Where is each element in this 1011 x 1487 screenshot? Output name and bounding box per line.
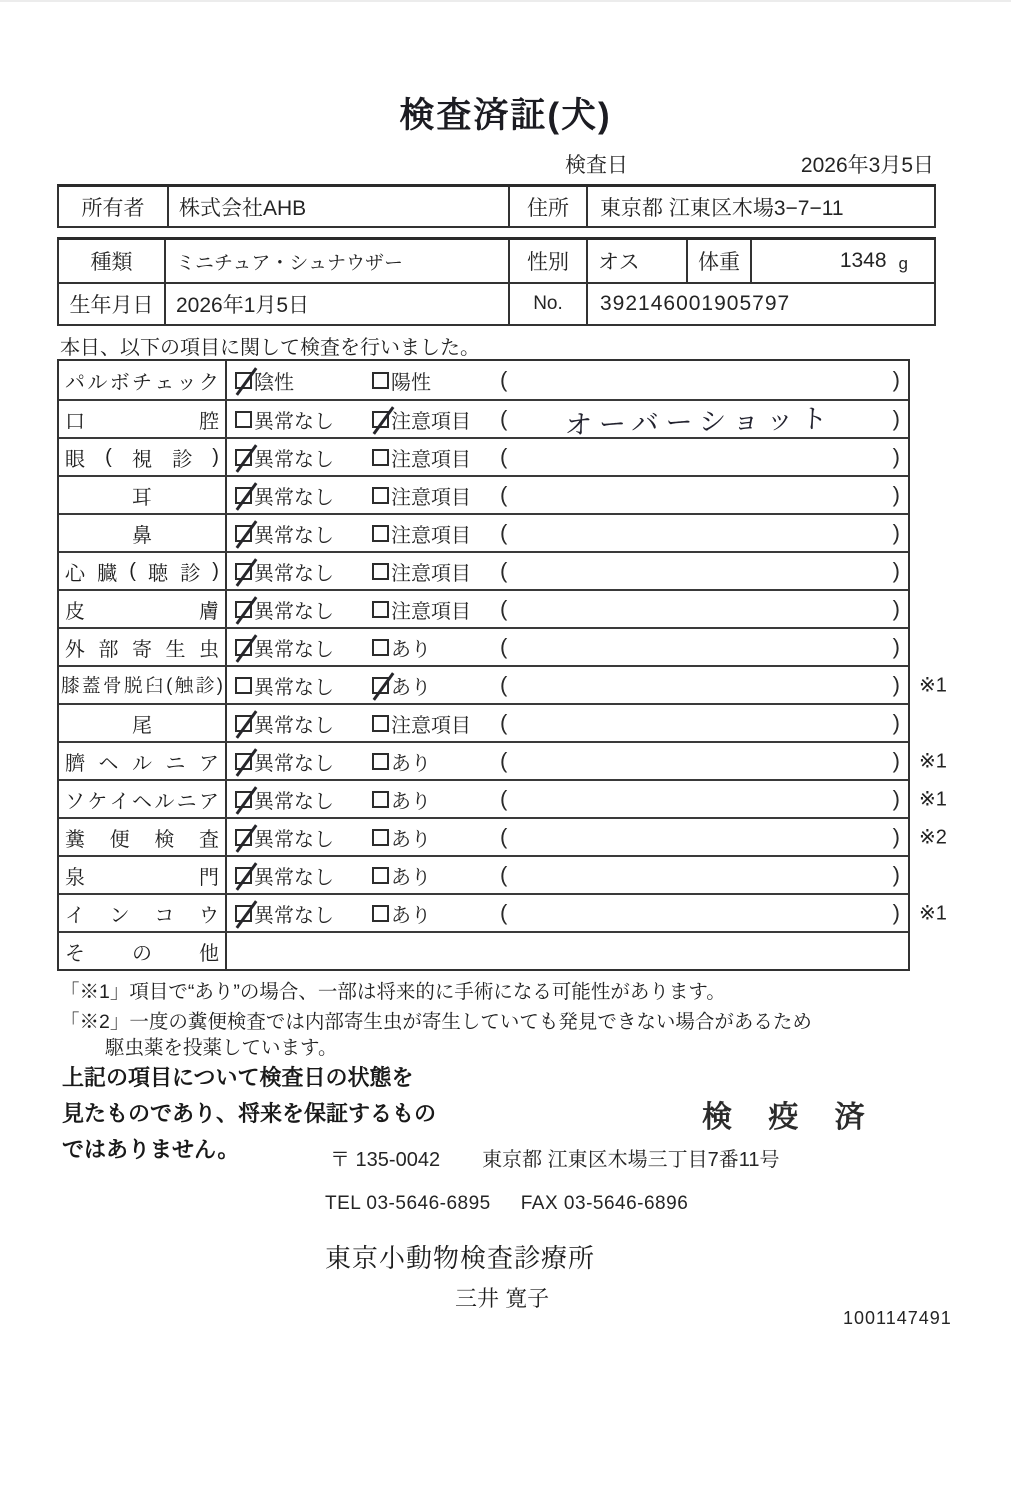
veterinarian-name: 三井 寛子 [455,1286,550,1311]
checkbox-unchecked-icon [372,601,389,618]
option-label: 異常なし [254,866,334,889]
scan-artifact-line [0,0,1011,2]
weight-value [750,240,934,282]
exam-option [372,557,500,586]
checkbox-unchecked-icon [372,753,389,770]
exam-option [235,899,372,928]
paren-open: ( [500,748,508,773]
checkbox-checked-icon [235,867,252,884]
paren-open: ( [500,862,508,887]
exam-row [59,893,947,931]
checkbox-checked-icon [235,525,252,542]
paren-close: ) [892,824,900,849]
checkbox-unchecked-icon [235,411,252,428]
checkbox-checked-icon [235,601,252,618]
checkbox-unchecked-icon [372,525,389,542]
owner-label: 所有者 [81,196,145,220]
exam-option [372,709,500,738]
exam-item-label: ソ ケ イ ヘ ル ニ ア [59,781,227,817]
exam-option [235,366,372,395]
paren-open: ( [500,520,508,545]
disclaimer-line1: 上記の項目について検査日の状態を [62,1065,414,1090]
paren-close: ) [892,482,900,507]
option-label: 異常なし [254,752,334,775]
exam-option [372,519,500,548]
exam-item-label: 臍 ヘ ル ニ ア [59,743,227,779]
paren-open: ( [500,444,508,469]
exam-item-label: 尾 [59,705,227,741]
paren-open: ( [500,786,508,811]
exam-item-label: 口 腔 [59,401,227,437]
checkbox-unchecked-icon [372,791,389,808]
exam-option [372,671,500,700]
exam-row [59,665,947,703]
exam-row [59,855,908,893]
disclaimer-line3: ではありません。 [62,1137,240,1162]
exam-table [57,359,947,971]
exam-item-label: 皮 膚 [59,591,227,627]
exam-item-label: 糞 便 検 査 [59,819,227,855]
option-label: 注意項目 [391,524,471,547]
option-label: 注意項目 [391,486,471,509]
exam-option [372,823,500,852]
option-label: 陰性 [254,371,294,394]
document-code: 1001147491 [843,1308,952,1328]
paren-close: ) [892,596,900,621]
checkbox-checked-icon [235,753,252,770]
checkbox-checked-icon [235,905,252,922]
animal-table [57,237,936,326]
option-label: 異常なし [254,714,334,737]
option-label: あり [391,828,431,851]
exam-option [235,823,372,852]
paren-open: ( [500,710,508,735]
paren-close: ) [892,748,900,773]
option-label: 異常なし [254,676,334,699]
option-label: 注意項目 [391,714,471,737]
clinic-tel: TEL 03-5646-6895 [325,1193,491,1214]
checkbox-checked-icon [235,487,252,504]
option-label: あり [391,638,431,661]
exam-options [227,515,908,551]
option-label: あり [391,752,431,775]
checkbox-checked-icon [372,677,389,694]
owner-table [57,184,936,228]
footnote-ref: ※1 [919,788,947,811]
exam-option [235,709,372,738]
exam-row [59,741,947,779]
exam-option [372,747,500,776]
no-label: No. [508,284,586,324]
exam-option [235,595,372,624]
exam-options [227,667,908,703]
exam-options [227,857,908,893]
checkbox-unchecked-icon [372,867,389,884]
checkbox-checked-icon [235,449,252,466]
exam-row [59,361,908,399]
checkbox-unchecked-icon [372,372,389,389]
exam-options [227,781,908,817]
option-label: あり [391,904,431,927]
paren-open: ( [500,406,508,431]
exam-option [235,405,372,434]
option-label: 異常なし [254,790,334,813]
paren-close: ) [892,710,900,735]
checkbox-checked-icon [235,715,252,732]
exam-option [235,671,372,700]
exam-item-label: 心 臓 ( 聴 診 ) [59,553,227,589]
exam-date-label: 検査日 [565,154,628,177]
option-label: 異常なし [254,904,334,927]
checkbox-unchecked-icon [372,487,389,504]
exam-row [59,779,947,817]
birth-label: 生年月日 [69,294,154,317]
exam-row [59,399,908,441]
clinic-postal-line [330,1143,780,1172]
exam-option [235,633,372,662]
exam-options [227,705,908,741]
paren-open: ( [500,596,508,621]
footnote-ref: ※1 [919,750,947,773]
exam-item-label: 膝 蓋 骨 脱 臼 ( 触 診 ) [59,667,227,703]
footnote-2-line1: 「※2」一度の糞便検査では内部寄生虫が寄生していても発見できない場合があるため [60,1011,812,1033]
paren-close: ) [892,900,900,925]
exam-option [235,785,372,814]
breed-row [59,240,934,282]
checkbox-checked-icon [235,372,252,389]
option-label: 注意項目 [391,410,471,433]
paren-close: ) [892,406,900,431]
exam-row [59,437,908,475]
option-label: 異常なし [254,600,334,623]
exam-options [227,743,908,779]
exam-row [59,703,908,741]
checkbox-unchecked-icon [372,829,389,846]
paren-close: ) [892,672,900,697]
handwritten-note: オーバーショット [564,402,836,441]
address-label: 住所 [508,187,586,226]
exam-row [59,627,908,665]
exam-row [59,931,908,969]
exam-option [372,633,500,662]
exam-options [227,553,908,589]
weight-unit: g [898,254,908,273]
no-value: 392146001905797 [586,284,934,324]
footnote-ref: ※2 [919,826,947,849]
exam-item-label: 眼 ( 視 診 ) [59,439,227,475]
sex-label: 性別 [508,240,586,282]
exam-date-row [57,149,936,177]
page-title: 検査済証(犬) [399,96,612,135]
paren-close: ) [892,367,900,392]
exam-option [235,481,372,510]
intro-text: 本日、以下の項目に関して検査を行いました。 [60,337,480,359]
breed-label: 種類 [90,251,133,274]
checkbox-checked-icon [372,411,389,428]
exam-option [235,519,372,548]
exam-item-label: 泉 門 [59,857,227,893]
exam-options [227,895,908,931]
exam-option [372,366,500,395]
birth-row [59,282,934,324]
exam-options [227,477,908,513]
checkbox-unchecked-icon [372,639,389,656]
option-label: 注意項目 [391,562,471,585]
exam-option [372,861,500,890]
exam-options [227,439,908,475]
weight-number: 1348 [839,249,887,272]
option-label: あり [391,676,431,699]
option-label: あり [391,866,431,889]
footnote-1: 「※1」項目で“あり”の場合、一部は将来的に手術になる可能性があります。 [60,981,726,1003]
exam-options [227,629,908,665]
exam-option [372,443,500,472]
option-label: 異常なし [254,486,334,509]
birth-value: 2026年1月5日 [164,284,508,324]
exam-item-label: 鼻 [59,515,227,551]
option-label: 異常なし [254,828,334,851]
option-label: 異常なし [254,448,334,471]
clinic-tel-line [325,1193,688,1215]
exam-row [59,513,908,551]
exam-option [235,557,372,586]
paren-open: ( [500,367,508,392]
checkbox-checked-icon [235,829,252,846]
checkbox-unchecked-icon [235,677,252,694]
exam-row [59,817,947,855]
option-label: 注意項目 [391,448,471,471]
checkbox-unchecked-icon [372,449,389,466]
postal-code: 〒 135-0042 [330,1149,441,1171]
exam-option [372,595,500,624]
option-label: 異常なし [254,562,334,585]
exam-option [235,861,372,890]
exam-options [227,933,908,969]
weight-label: 体重 [686,240,750,282]
exam-item-label: そ の 他 [59,933,227,969]
clinic-address: 東京都 江東区木場三丁目7番11号 [482,1149,780,1171]
option-label: あり [391,790,431,813]
paren-close: ) [892,444,900,469]
footnote-2-line2: 駆虫薬を投薬しています。 [105,1037,338,1059]
exam-item-label: 外 部 寄 生 虫 [59,629,227,665]
checkbox-checked-icon [235,791,252,808]
option-label: 注意項目 [391,600,471,623]
owner-value: 株式会社AHB [167,187,508,226]
exam-option [235,747,372,776]
exam-row [59,551,908,589]
exam-item-label: イ ン コ ウ [59,895,227,931]
exam-option [372,405,500,434]
note-area [507,400,892,439]
exam-options [227,401,908,441]
breed-value: ミニチュア・シュナウザー [164,240,508,282]
exam-item-label: パ ル ボ チ ェ ッ ク [59,361,227,399]
paren-open: ( [500,634,508,659]
paren-open: ( [500,482,508,507]
exam-option [372,481,500,510]
checkbox-checked-icon [235,563,252,580]
exam-options [227,361,908,399]
exam-options [227,819,908,855]
checkbox-unchecked-icon [372,715,389,732]
paren-close: ) [892,520,900,545]
paren-close: ) [892,558,900,583]
exam-item-label: 耳 [59,477,227,513]
quarantine-stamp: 検 疫 済 [702,1101,879,1134]
address-value: 東京都 江東区木場3−7−11 [586,187,934,226]
paren-open: ( [500,900,508,925]
checkbox-checked-icon [235,639,252,656]
exam-option [372,899,500,928]
exam-options [227,591,908,627]
exam-option [372,785,500,814]
option-label: 陽性 [391,371,431,394]
owner-row [59,187,934,226]
option-label: 異常なし [254,638,334,661]
sex-value: オス [586,240,686,282]
paren-close: ) [892,862,900,887]
footnote-ref: ※1 [919,674,947,697]
paren-close: ) [892,786,900,811]
option-label: 異常なし [254,410,334,433]
option-label: 異常なし [254,524,334,547]
checkbox-unchecked-icon [372,905,389,922]
clinic-name: 東京小動物検査診療所 [325,1243,596,1273]
exam-option [235,443,372,472]
exam-date-value: 2026年3月5日 [800,154,934,177]
disclaimer-line2: 見たものであり、将来を保証するもの [62,1101,437,1126]
footnote-ref: ※1 [919,902,947,925]
checkbox-unchecked-icon [372,563,389,580]
exam-row [59,475,908,513]
paren-open: ( [500,824,508,849]
paren-close: ) [892,634,900,659]
paren-open: ( [500,672,508,697]
paren-open: ( [500,558,508,583]
exam-row [59,589,908,627]
clinic-fax: FAX 03-5646-6896 [520,1193,689,1214]
